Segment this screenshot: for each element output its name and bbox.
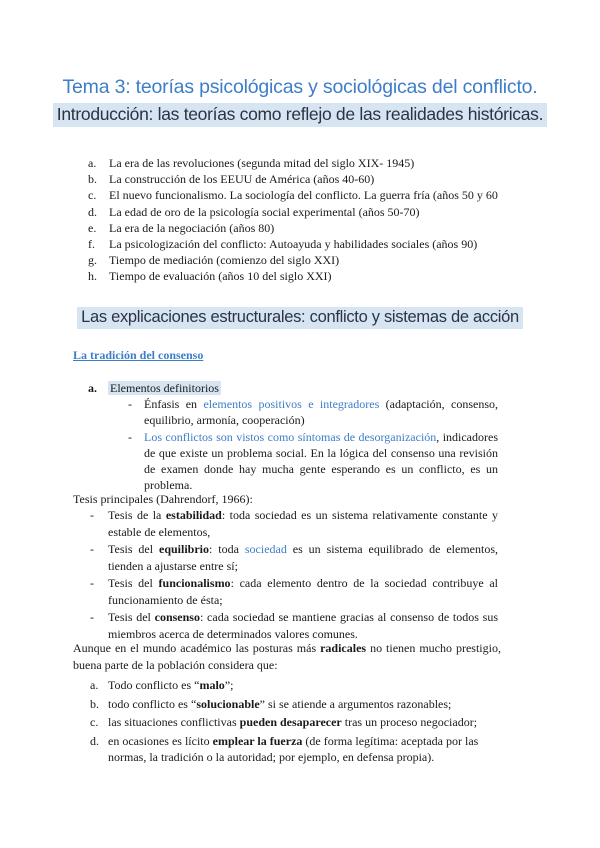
- intro-list-item: [88, 220, 498, 236]
- list-item: [90, 696, 500, 713]
- text-span: Aunque en el mundo académico las posturas más: [73, 641, 321, 655]
- beliefs-list: [90, 677, 500, 768]
- intro-item-text: La construcción de los EEUU de América (años 40-60): [109, 172, 375, 187]
- dash-marker: -: [90, 542, 94, 556]
- text-span: : cada sociedad se mantiene gracias al consenso de todos sus miembros acerca de determinados valores comunes.: [108, 610, 498, 641]
- text-span: todo conflicto es “: [108, 696, 197, 711]
- dash-marker: -: [128, 397, 132, 411]
- elements-label: Elementos definitorios: [110, 381, 219, 395]
- text-span: Énfasis en: [144, 397, 198, 411]
- text-span: : cada elemento dentro de la sociedad contribuye al funcionamiento de ésta;: [108, 576, 498, 607]
- bold-term: pueden desaparecer: [239, 715, 342, 729]
- intro-item-text: La era de las revoluciones (segunda mitad del siglo XIX- 1945): [109, 156, 415, 170]
- text-span: en ocasiones es lícito: [108, 733, 213, 748]
- text-span: Tesis de la: [108, 508, 166, 522]
- dash-marker: -: [90, 576, 94, 590]
- list-item: [128, 396, 498, 428]
- bold-term: estabilidad: [165, 508, 222, 522]
- theses-intro: Tesis principales (Dahrendorf, 1966):: [73, 492, 253, 506]
- highlight-text: sociedad: [244, 542, 287, 556]
- dash-marker: -: [90, 610, 94, 624]
- list-item: [90, 677, 500, 694]
- list-marker: g.: [88, 253, 97, 268]
- highlight-text: elementos positivos e integradores: [203, 397, 380, 411]
- text-span: (de forma legítima: aceptada por las normas, la tradición o la autoridad; por ejemplo, en defensa propia).: [108, 733, 479, 764]
- theses-list: [90, 507, 498, 643]
- list-item: [90, 541, 498, 574]
- intro-list: [88, 155, 498, 285]
- bold-term: solucionable: [196, 696, 260, 711]
- text-span: Todo conflicto es “: [108, 678, 200, 692]
- section-heading: [0, 307, 600, 329]
- bold-term: consenso: [154, 610, 200, 624]
- text-span: ” si se atiende a argumentos razonables;: [259, 696, 452, 711]
- consensus-heading: La tradición del consenso: [73, 348, 204, 362]
- section-heading-text: Las explicaciones estructurales: conflicto y sistemas de acción: [77, 307, 523, 329]
- intro-list-item: [88, 171, 498, 187]
- text-span: es un sistema equilibrado de elementos, tienden a ajustarse entre sí;: [108, 542, 498, 573]
- intro-item-text: Tiempo de mediación (comienzo del siglo XXI): [109, 253, 340, 268]
- list-item: [90, 609, 498, 642]
- dash-marker: -: [90, 508, 94, 522]
- list-item: [90, 507, 498, 540]
- elements-bullets: [128, 396, 498, 494]
- list-marker: b.: [88, 172, 97, 187]
- list-marker: d.: [88, 204, 97, 219]
- intro-list-item: [88, 236, 498, 252]
- intro-list-item: [88, 187, 498, 203]
- bold-term: malo: [199, 678, 225, 692]
- list-marker: f.: [88, 237, 95, 252]
- text-span: no tienen mucho prestigio, buena parte de la población considera que:: [73, 641, 501, 672]
- intro-list-item: [88, 155, 498, 171]
- dash-marker: -: [128, 430, 132, 444]
- text-span: Tesis del: [108, 542, 159, 556]
- intro-item-text: La psicologización del conflicto: Autoayuda y habilidades sociales (años 90): [109, 237, 478, 252]
- text-span: tras un proceso negociador;: [341, 715, 478, 729]
- bold-term: radicales: [320, 641, 367, 655]
- text-span: Tesis del: [108, 610, 155, 624]
- highlight-text: Los conflictos son vistos como síntomas de desorganización: [144, 430, 437, 444]
- intro-list-item: [88, 252, 498, 268]
- list-marker: b.: [90, 696, 99, 711]
- text-span: : toda: [209, 542, 245, 556]
- intro-list-item: [88, 268, 498, 284]
- list-marker: a.: [88, 156, 97, 170]
- text-span: (adaptación, consenso, equilibrio, armonía, cooperación): [144, 397, 498, 427]
- intro-item-text: El nuevo funcionalismo. La sociología del conflicto. La guerra fría (años 50 y 60: [109, 188, 498, 203]
- subtitle-heading: [0, 103, 600, 127]
- list-marker: c.: [88, 188, 97, 203]
- text-span: , indicadores de que existe un problema social. En la lógica del consenso una revisión de examen donde hay mucha gente esperando es un conflicto, es un problema.: [144, 430, 499, 492]
- intro-list-item: [88, 204, 498, 220]
- text-span: : toda sociedad es un sistema relativamente constante y estable de elementos,: [108, 508, 498, 539]
- population-paragraph: [73, 640, 501, 673]
- page-title: Tema 3: teorías psicológicas y sociológicas del conflicto.: [62, 76, 538, 98]
- bold-term: equilibrio: [159, 542, 210, 556]
- list-item: [90, 714, 500, 731]
- text-span: Tesis del: [108, 576, 159, 590]
- intro-item-text: La edad de oro de la psicología social experimental (años 50-70): [109, 204, 420, 219]
- elements-item: [88, 381, 221, 396]
- intro-item-text: La era de la negociación (años 80): [109, 220, 275, 235]
- list-marker: a.: [90, 678, 99, 692]
- intro-item-text: Tiempo de evaluación (años 10 del siglo XXI): [109, 269, 332, 284]
- list-marker: e.: [88, 220, 97, 235]
- bold-term: funcionalismo: [158, 576, 231, 590]
- list-marker: d.: [90, 733, 99, 748]
- text-span: ”;: [224, 678, 234, 692]
- subtitle-text: Introducción: las teorías como reflejo de las realidades históricas.: [53, 103, 547, 127]
- list-marker: c.: [90, 715, 99, 729]
- list-marker: a.: [88, 381, 97, 395]
- list-marker: h.: [88, 269, 97, 284]
- bold-term: emplear la fuerza: [212, 733, 303, 748]
- list-item: [90, 733, 500, 766]
- list-item: [90, 575, 498, 608]
- text-span: las situaciones conflictivas: [108, 715, 240, 729]
- list-item: [128, 429, 498, 493]
